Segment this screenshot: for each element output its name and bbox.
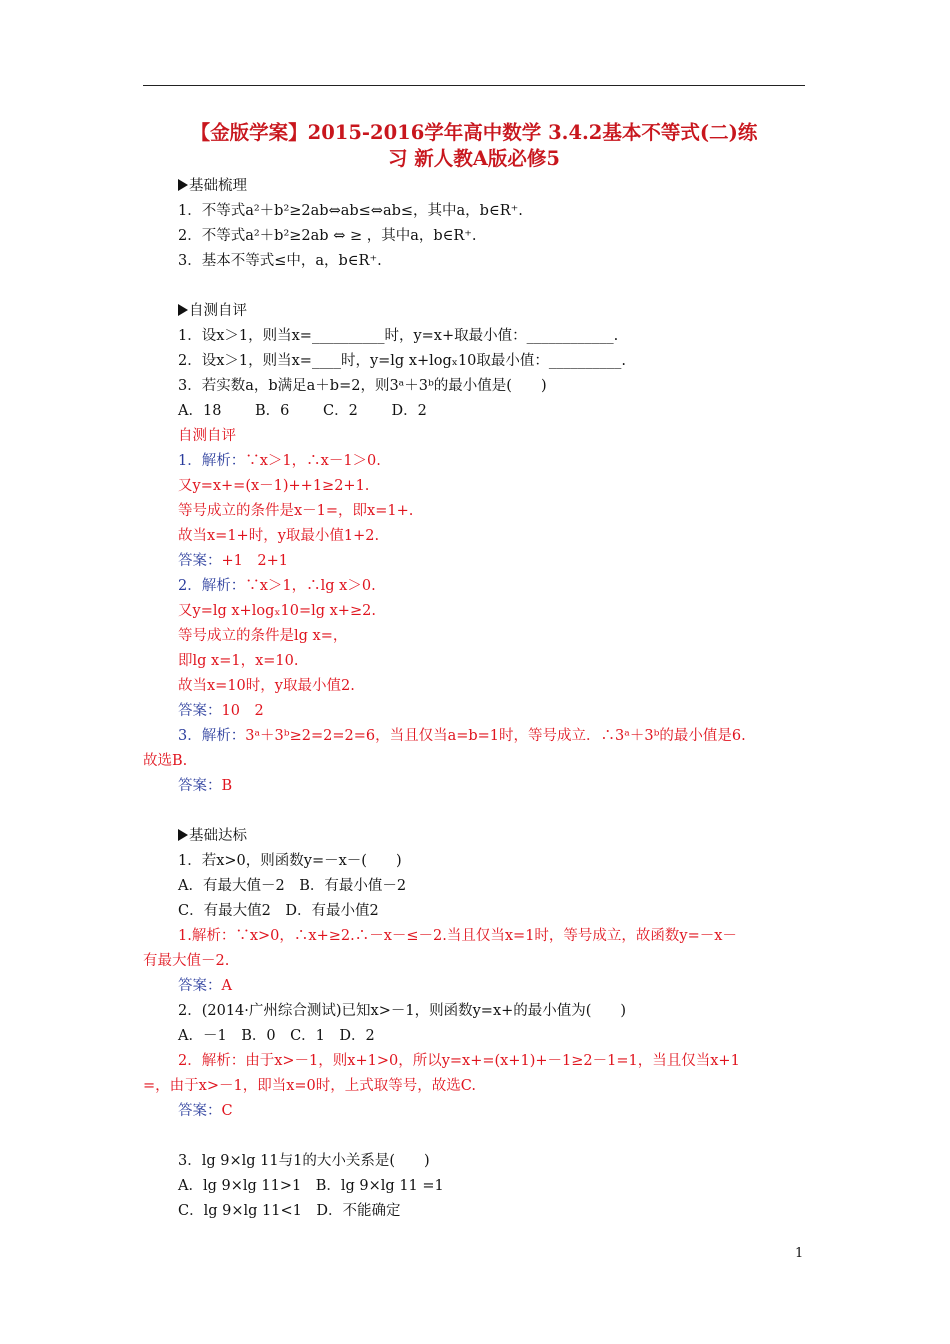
answer-1-line-3: 等号成立的条件是x－1=，即x=1+. bbox=[178, 503, 414, 519]
answer-2-line-5: 故当x=10时，y取最小值2. bbox=[178, 678, 355, 694]
standards-answer-2-line-2: =，由于x>－1，即当x=0时，上式取等号，故选C. bbox=[143, 1078, 476, 1094]
answer-3-line-2: 故选B. bbox=[143, 753, 188, 769]
answer-3-analysis: 3．解析：3ᵃ＋3ᵇ≥2=2=2=6，当且仅当a=b=1时，等号成立．∴3ᵃ＋3ᵇ的最小值是6. bbox=[178, 728, 746, 744]
answer-2-line-2: 又y=lg x+logₓ10=lg x+≥2. bbox=[178, 603, 376, 619]
answer-1-analysis: 1．解析：∵x＞1，∴x－1＞0. bbox=[178, 453, 381, 469]
standards-answer-1-analysis: 1.解析：∵x>0，∴x+≥2.∴－x－≤－2.当且仅当x=1时，等号成立，故函数y=－x－ bbox=[178, 928, 737, 944]
basics-line-2: 2．不等式a²＋b²≥2ab ⇔ ≥ ，其中a，b∈R⁺. bbox=[178, 228, 477, 244]
answer-1-result: 答案：+1 2+1 bbox=[178, 553, 288, 569]
standards-question-3-options-ab: A．lg 9×lg 11>1 B．lg 9×lg 11 =1 bbox=[178, 1178, 444, 1194]
standards-answer-1-result: 答案：A bbox=[178, 978, 232, 994]
answer-3-result: 答案：B bbox=[178, 778, 233, 794]
standards-answer-1-line-2: 有最大值－2. bbox=[143, 953, 230, 969]
answer-1-line-2: 又y=x+=(x－1)++1≥2+1. bbox=[178, 478, 370, 494]
standards-question-1-options-ab: A．有最大值－2 B．有最小值－2 bbox=[178, 878, 407, 894]
standards-question-1: 1．若x>0，则函数y=－x－( ) bbox=[178, 853, 402, 869]
self-test-question-3-options: A．18 B．6 C．2 D．2 bbox=[178, 403, 427, 419]
header-rule bbox=[143, 85, 805, 86]
self-test-question-1: 1．设x＞1，则当x=__________时，y=x+取最小值：____________. bbox=[178, 328, 619, 344]
answer-2-line-4: 即lg x=1，x=10. bbox=[178, 653, 299, 669]
basics-line-3: 3．基本不等式≤中，a，b∈R⁺. bbox=[178, 253, 382, 269]
standards-answer-2-analysis: 2．解析：由于x>－1，则x+1>0，所以y=x+=(x+1)+－1≥2－1=1，当且仅当x+1 bbox=[178, 1053, 740, 1069]
standards-question-2: 2．(2014·广州综合测试)已知x>－1，则函数y=x+的最小值为( ) bbox=[178, 1003, 627, 1019]
triangle-bullet-icon bbox=[178, 829, 188, 841]
section-heading-self-test: 自测自评 bbox=[178, 301, 247, 321]
title-line-2: 习 新人教A版必修5 bbox=[388, 147, 560, 170]
answer-2-result: 答案：10 2 bbox=[178, 703, 264, 719]
answer-2-line-3: 等号成立的条件是lg x=， bbox=[178, 628, 348, 644]
self-test-question-2: 2．设x＞1，则当x=____时，y=lg x+logₓ10取最小值：__________. bbox=[178, 353, 627, 369]
document-title bbox=[143, 120, 805, 172]
triangle-bullet-icon bbox=[178, 304, 188, 316]
page-number: 1 bbox=[795, 1246, 804, 1261]
standards-question-1-options-cd: C．有最大值2 D．有最小值2 bbox=[178, 903, 379, 919]
basics-line-1: 1．不等式a²＋b²≥2ab⇔ab≤⇔ab≤，其中a，b∈R⁺. bbox=[178, 203, 523, 219]
answer-2-analysis: 2．解析：∵x＞1，∴lg x＞0. bbox=[178, 578, 376, 594]
section-heading-basics: 基础梳理 bbox=[178, 176, 247, 196]
section-heading-standards: 基础达标 bbox=[178, 826, 247, 846]
answer-1-line-4: 故当x=1+时，y取最小值1+2. bbox=[178, 528, 380, 544]
standards-question-3: 3．lg 9×lg 11与1的大小关系是( ) bbox=[178, 1153, 430, 1169]
triangle-bullet-icon bbox=[178, 179, 188, 191]
standards-answer-2-result: 答案：C bbox=[178, 1103, 233, 1119]
standards-question-3-options-cd: C．lg 9×lg 11<1 D．不能确定 bbox=[178, 1203, 401, 1219]
self-test-question-3: 3．若实数a，b满足a＋b=2，则3ᵃ＋3ᵇ的最小值是( ) bbox=[178, 378, 547, 394]
answers-heading: 自测自评 bbox=[178, 428, 236, 444]
standards-question-2-options: A．－1 B．0 C．1 D．2 bbox=[178, 1028, 375, 1044]
title-line-1: 【金版学案】2015-2016学年高中数学 3.4.2基本不等式(二)练 bbox=[190, 121, 758, 144]
